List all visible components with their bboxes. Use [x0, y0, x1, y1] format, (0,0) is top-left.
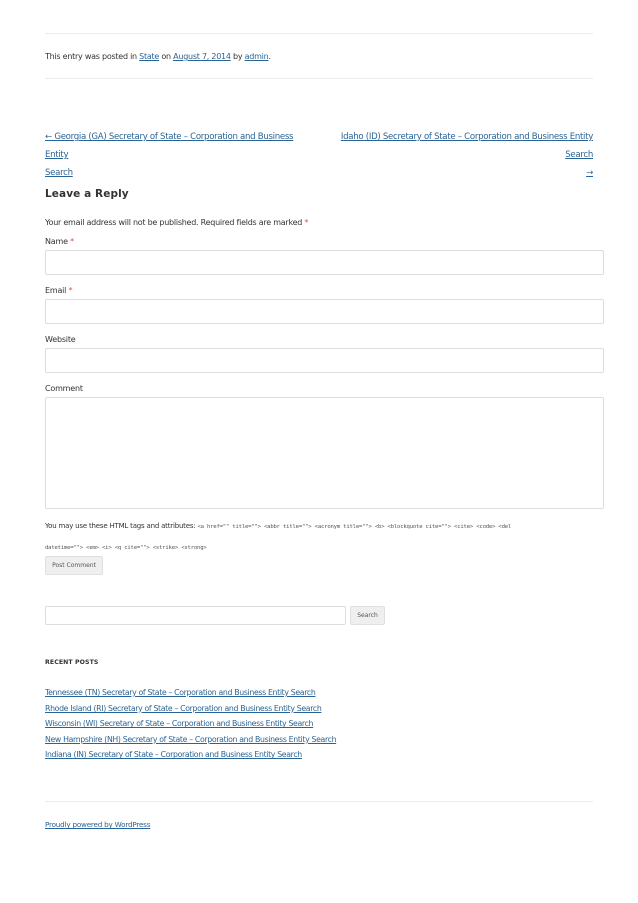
recent-post-link[interactable]: Tennessee (TN) Secretary of State – Corporation and Business Entity Search: [45, 688, 316, 697]
recent-posts-title: RECENT POSTS: [45, 659, 99, 666]
name-required-mark: *: [70, 237, 74, 246]
list-item: [45, 716, 336, 732]
comment-label: Comment: [45, 384, 83, 393]
divider-meta: [45, 78, 593, 79]
recent-post-link[interactable]: New Hampshire (NH) Secretary of State – Corporation and Business Entity Search: [45, 734, 337, 744]
comment-notes-text: Your email address will not be published. Required fields are marked: [45, 218, 303, 227]
list-item: [45, 685, 336, 701]
recent-post-link[interactable]: Indiana (IN) Secretary of State – Corporation and Business Entity Search: [45, 750, 302, 760]
allowed-tags: [45, 516, 605, 558]
previous-post-line-1: ← Georgia (GA) Secretary of State – Corporation and Business Entity: [45, 132, 294, 160]
date-link[interactable]: August 7, 2014: [173, 52, 231, 61]
site-footer: [45, 820, 150, 829]
post-comment-button[interactable]: Post Comment: [45, 556, 103, 575]
list-item: [45, 747, 336, 763]
email-label-text: Email: [45, 286, 67, 295]
entry-meta-by: by: [233, 52, 243, 61]
search-input[interactable]: [45, 606, 346, 625]
next-post-link[interactable]: [341, 132, 593, 178]
divider-top: [45, 33, 593, 34]
allowed-tags-list-1: <a href="" title=""> <abbr title=""> <acronym title=""> <b> <blockquote cite=""> <cite> <code> <del: [197, 524, 512, 530]
previous-post-line-2: Search: [45, 168, 73, 178]
previous-post-nav: [45, 128, 315, 182]
allowed-tags-list-2: datetime=""> <em> <i> <q cite=""> <strike> <strong>: [45, 545, 207, 551]
entry-meta-on: on: [161, 52, 171, 61]
wordpress-credit-link[interactable]: Proudly powered by WordPress: [45, 820, 151, 829]
list-item: [45, 701, 336, 717]
name-field[interactable]: [45, 250, 604, 275]
email-field[interactable]: [45, 299, 604, 324]
next-post-nav: [320, 128, 593, 182]
website-label: Website: [45, 335, 76, 344]
name-label-text: Name: [45, 237, 68, 246]
list-item: [45, 732, 336, 748]
reply-title: Leave a Reply: [45, 188, 129, 200]
next-post-arrow: →: [586, 168, 593, 178]
recent-posts-list: [45, 685, 336, 763]
author-link[interactable]: admin: [244, 52, 269, 61]
comment-textarea[interactable]: [45, 397, 604, 509]
entry-meta-prefix: This entry was posted in: [45, 52, 137, 61]
name-label: [45, 237, 74, 246]
previous-post-link[interactable]: [45, 132, 293, 178]
category-link[interactable]: State: [139, 52, 160, 61]
search-button[interactable]: Search: [350, 606, 385, 625]
recent-post-link[interactable]: Wisconsin (WI) Secretary of State – Corporation and Business Entity Search: [45, 719, 314, 729]
comment-notes: [45, 218, 308, 227]
next-post-line-1: Idaho (ID) Secretary of State – Corporation and Business Entity Search: [340, 132, 593, 160]
website-field[interactable]: [45, 348, 604, 373]
email-required-mark: *: [68, 286, 73, 295]
allowed-tags-intro: You may use these HTML tags and attributes:: [45, 522, 196, 530]
entry-meta: [45, 52, 271, 61]
divider-footer: [45, 801, 593, 802]
required-mark: *: [304, 218, 309, 227]
recent-post-link[interactable]: Rhode Island (RI) Secretary of State – Corporation and Business Entity Search: [45, 703, 322, 713]
entry-meta-end: .: [268, 52, 271, 61]
email-label: [45, 286, 72, 295]
